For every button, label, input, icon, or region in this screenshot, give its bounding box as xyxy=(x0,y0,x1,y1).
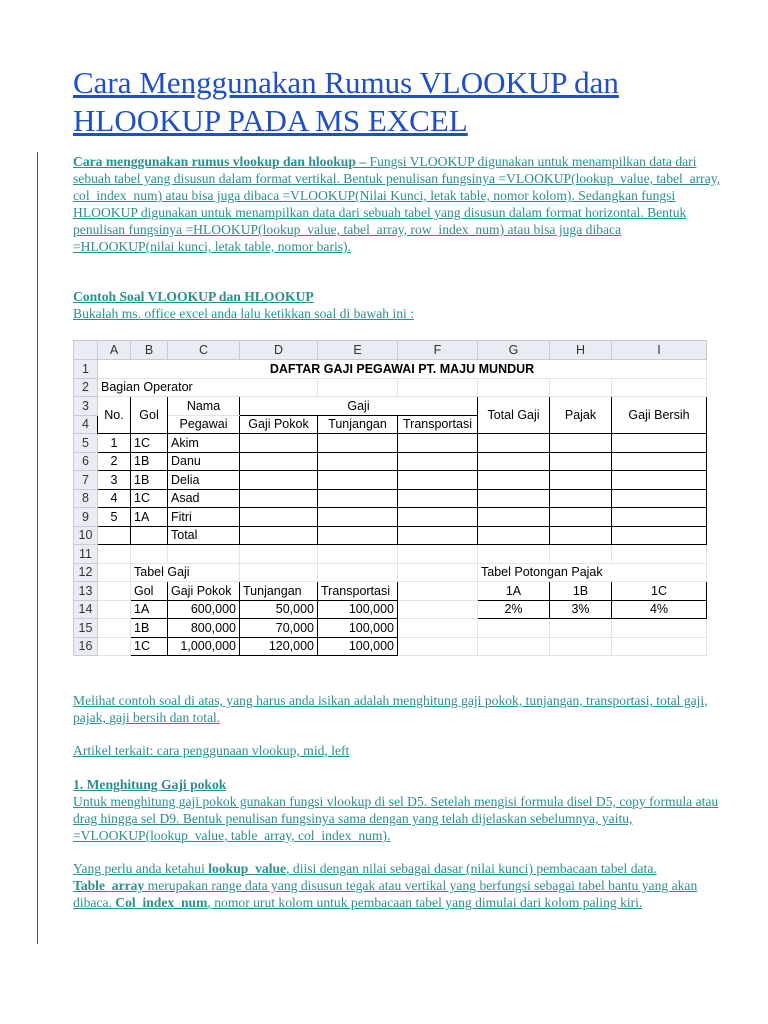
intro-paragraph[interactable] xyxy=(73,153,723,255)
tg-cell: 50,000 xyxy=(240,600,318,619)
emp-nama: Fitri xyxy=(168,508,240,527)
example-text: Bukalah ms. office excel anda lalu ketikkan soal di bawah ini : xyxy=(73,306,414,321)
term-lookup-value: lookup_value xyxy=(208,861,287,876)
tg-cell: 1,000,000 xyxy=(168,637,240,656)
sheet-row xyxy=(74,360,707,379)
tg-cell: 100,000 xyxy=(318,637,398,656)
row-number: 7 xyxy=(74,471,98,490)
emp-gol: 1A xyxy=(131,508,168,527)
row-number: 13 xyxy=(74,582,98,601)
row-number: 6 xyxy=(74,452,98,471)
tabel-pajak-label: Tabel Potongan Pajak xyxy=(478,563,707,582)
tg-header: Transportasi xyxy=(318,582,398,601)
col-header: H xyxy=(550,341,612,360)
section1-block[interactable] xyxy=(73,776,723,844)
row-number: 3 xyxy=(74,397,98,416)
row-number: 8 xyxy=(74,489,98,508)
emp-nama: Akim xyxy=(168,434,240,453)
tg-header: Tunjangan xyxy=(240,582,318,601)
row-number: 1 xyxy=(74,360,98,379)
explain-text: , nomor urut kolom untuk pembacaan tabel yang dimulai dari kolom paling kiri. xyxy=(207,895,643,910)
header-nama-1: Nama xyxy=(168,397,240,416)
emp-no: 3 xyxy=(98,471,131,490)
col-header: C xyxy=(168,341,240,360)
employee-row xyxy=(74,434,707,453)
header-gaji: Gaji xyxy=(240,397,478,416)
intro-lead: Cara menggunakan rumus vlookup dan hlookup – xyxy=(73,154,367,169)
sheet-row xyxy=(74,545,707,564)
tabel-gaji-label: Tabel Gaji xyxy=(131,563,240,582)
term-col-index-num: Col_index_num xyxy=(115,895,208,910)
explain-paragraph[interactable] xyxy=(73,860,723,911)
row-number: 2 xyxy=(74,378,98,397)
sheet-row xyxy=(74,397,707,416)
row-number: 5 xyxy=(74,434,98,453)
emp-nama: Asad xyxy=(168,489,240,508)
row-number: 11 xyxy=(74,545,98,564)
col-header: E xyxy=(318,341,398,360)
sheet-row xyxy=(74,378,707,397)
tp-gol: 1A xyxy=(478,582,550,601)
left-margin-rule xyxy=(37,152,38,944)
spreadsheet-screenshot xyxy=(73,340,706,674)
sheet-row xyxy=(74,637,707,656)
employee-row xyxy=(74,452,707,471)
total-row xyxy=(74,526,707,545)
header-tunjangan: Tunjangan xyxy=(318,415,398,434)
tp-pct: 4% xyxy=(612,600,707,619)
tp-gol: 1C xyxy=(612,582,707,601)
explain-text: Yang perlu anda ketahui xyxy=(73,861,209,876)
row-number: 10 xyxy=(74,526,98,545)
after-sheet-paragraph[interactable]: Melihat contoh soal di atas, yang harus anda isikan adalah menghitung gaji pokok, tunjangan, transportasi, total gaji, pajak, gaji bersih dan total. xyxy=(73,693,708,725)
header-gaji-bersih: Gaji Bersih xyxy=(612,397,707,434)
tg-cell: 1A xyxy=(131,600,168,619)
header-gaji-pokok: Gaji Pokok xyxy=(240,415,318,434)
tp-pct: 3% xyxy=(550,600,612,619)
header-total-gaji: Total Gaji xyxy=(478,397,550,434)
related-article-link[interactable]: Artikel terkait: cara penggunaan vlookup, mid, left xyxy=(73,743,350,758)
header-gol: Gol xyxy=(131,397,168,434)
col-header: A xyxy=(98,341,131,360)
sheet-row xyxy=(74,582,707,601)
explain-text: , diisi dengan nilai sebagai dasar (nilai kunci) pembacaan tabel data. xyxy=(286,861,657,876)
employee-row xyxy=(74,471,707,490)
emp-gol: 1C xyxy=(131,489,168,508)
emp-gol: 1B xyxy=(131,471,168,490)
row-number: 9 xyxy=(74,508,98,527)
tg-cell: 120,000 xyxy=(240,637,318,656)
col-header: D xyxy=(240,341,318,360)
header-nama-2: Pegawai xyxy=(168,415,240,434)
col-header: F xyxy=(398,341,478,360)
header-transportasi: Transportasi xyxy=(398,415,478,434)
term-table-array: Table_array xyxy=(73,878,145,893)
example-block[interactable] xyxy=(73,288,723,322)
corner-cell xyxy=(74,341,98,360)
header-pajak: Pajak xyxy=(550,397,612,434)
row-number: 12 xyxy=(74,563,98,582)
page-title[interactable]: Cara Menggunakan Rumus VLOOKUP dan HLOOKUP PADA MS EXCEL xyxy=(73,65,619,138)
row-number: 15 xyxy=(74,619,98,638)
row-number: 16 xyxy=(74,637,98,656)
tg-cell: 70,000 xyxy=(240,619,318,638)
tg-cell: 800,000 xyxy=(168,619,240,638)
emp-no: 5 xyxy=(98,508,131,527)
row-number: 14 xyxy=(74,600,98,619)
emp-gol: 1C xyxy=(131,434,168,453)
emp-no: 4 xyxy=(98,489,131,508)
header-no: No. xyxy=(98,397,131,434)
employee-row xyxy=(74,489,707,508)
emp-no: 1 xyxy=(98,434,131,453)
sheet-row xyxy=(74,600,707,619)
col-header-selected: G xyxy=(478,341,550,360)
sheet-row xyxy=(74,563,707,582)
section1-heading: 1. Menghitung Gaji pokok xyxy=(73,777,227,792)
tp-pct: 2% xyxy=(478,600,550,619)
emp-gol: 1B xyxy=(131,452,168,471)
emp-nama: Danu xyxy=(168,452,240,471)
tg-cell: 100,000 xyxy=(318,619,398,638)
tg-cell: 100,000 xyxy=(318,600,398,619)
column-header-row xyxy=(74,341,707,360)
sheet-title: DAFTAR GAJI PEGAWAI PT. MAJU MUNDUR xyxy=(98,360,707,379)
col-header: I xyxy=(612,341,707,360)
total-label: Total xyxy=(168,526,240,545)
explain-text: merupakan range data yang disusun tegak atau vertikal yang berfungsi sebagai tabel bantu yang akan dibaca. xyxy=(73,878,698,910)
tg-cell: 1C xyxy=(131,637,168,656)
tg-cell: 1B xyxy=(131,619,168,638)
tg-header: Gol xyxy=(131,582,168,601)
example-heading: Contoh Soal VLOOKUP dan HLOOKUP xyxy=(73,289,314,304)
col-header: B xyxy=(131,341,168,360)
intro-text: Fungsi VLOOKUP digunakan untuk menampilkan data dari sebuah tabel yang disusun dalam format vertikal. Bentuk penulisan fungsinya =VLOOKUP(lookup_value, tabel_array, col_index_num) atau bisa juga dibaca =VLOOKUP(Nilai Kunci, letak table, nomor kolom). Sedangkan fungsi HLOOKUP digunakan untuk menampilkan data dari sebuah tabel yang disusun dalam format horizontal. Bentuk penulisan fungsinya =HLOOKUP(lookup_value, tabel_array, row_index_num) atau bisa juga dibaca =HLOOKUP(nilai kunci, letak table, nomor baris). xyxy=(73,154,721,254)
section-label: Bagian Operator xyxy=(98,378,318,397)
sheet-row xyxy=(74,619,707,638)
tg-header: Gaji Pokok xyxy=(168,582,240,601)
section1-text: Untuk menghitung gaji pokok gunakan fungsi vlookup di sel D5. Setelah mengisi formula disel D5, copy formula atau drag hingga sel D9. Bentuk penulisan fungsinya sama dengan yang telah dijelaskan sebelumnya, yaitu, =VLOOKUP(lookup_value, table_array, col_index_num). xyxy=(73,794,719,843)
row-number: 4 xyxy=(74,415,98,434)
employee-row xyxy=(74,508,707,527)
emp-no: 2 xyxy=(98,452,131,471)
emp-nama: Delia xyxy=(168,471,240,490)
tp-gol: 1B xyxy=(550,582,612,601)
tg-cell: 600,000 xyxy=(168,600,240,619)
